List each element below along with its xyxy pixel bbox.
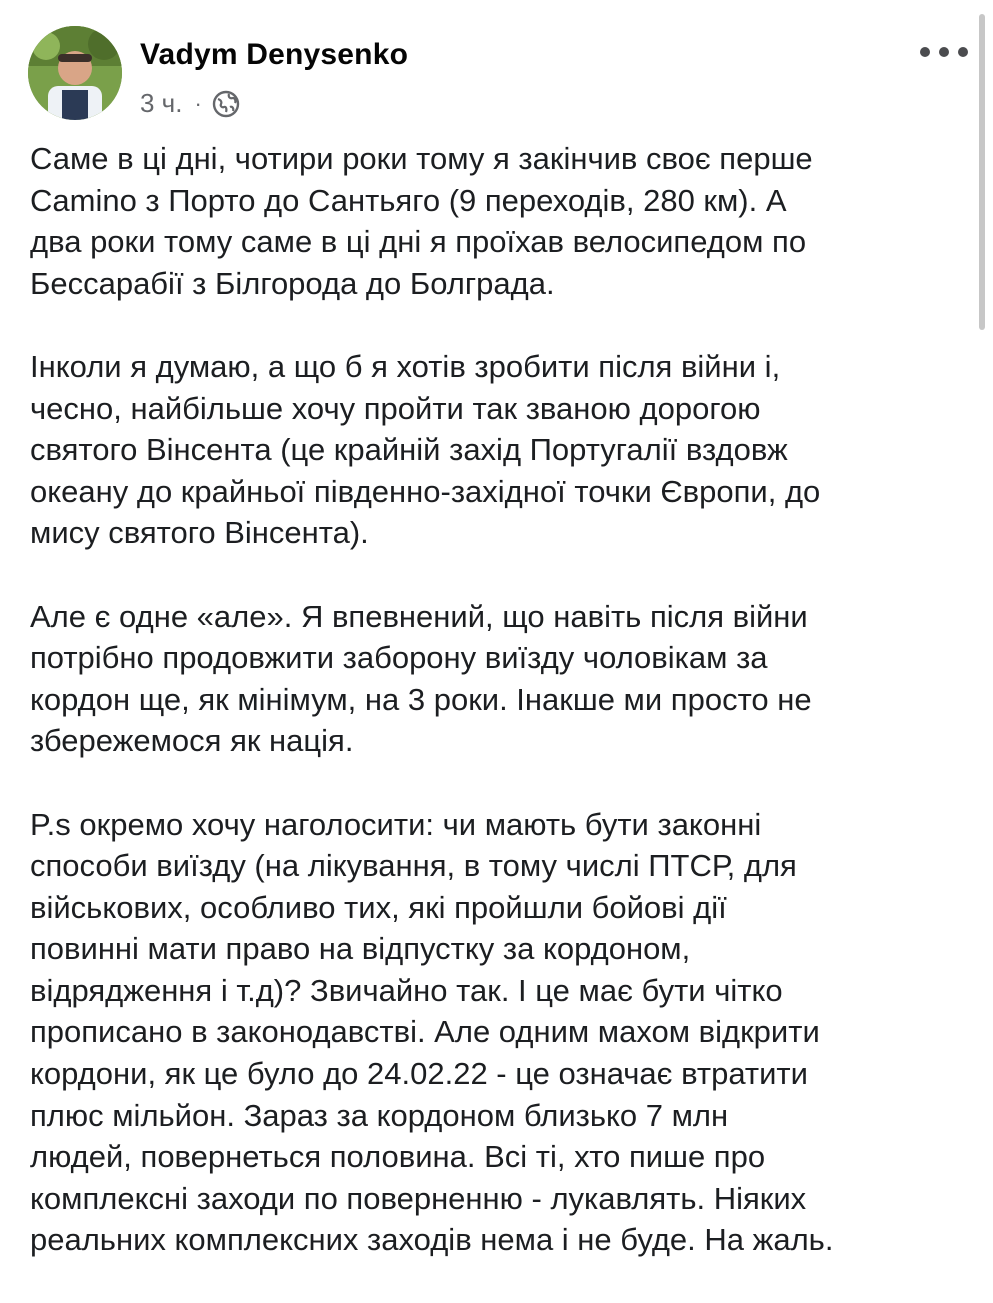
- text-line: кордон ще, як мінімум, на 3 роки. Інакше ми просто не: [30, 681, 812, 717]
- more-dot: [939, 47, 949, 57]
- post-text: [30, 138, 965, 1303]
- text-line: Інколи я думаю, а що б я хотів зробити після війни і,: [30, 348, 781, 384]
- text-line: P.s окремо хочу наголосити: чи мають бути законні: [30, 806, 762, 842]
- post-meta: [140, 88, 240, 119]
- text-line: військових, особливо тих, які пройшли бойові дії: [30, 889, 727, 925]
- text-line: потрібно продовжити заборону виїзду чоловікам за: [30, 640, 768, 676]
- text-line: Camino з Порто до Сантьяго (9 переходів, 280 км). А: [30, 182, 787, 218]
- post-paragraph: [30, 346, 965, 554]
- post-header: [28, 26, 968, 126]
- text-line: способи виїзду (на лікування, в тому числі ПТСР, для: [30, 848, 797, 884]
- text-line: збережемося як нація.: [30, 723, 354, 759]
- text-line: плюс мільйон. Зараз за кордоном близько 7 млн: [30, 1097, 729, 1133]
- text-line: святого Вінсента (це крайній захід Португалії вздовж: [30, 432, 788, 468]
- meta-separator: ·: [194, 90, 202, 116]
- post-timestamp[interactable]: 3 ч.: [140, 88, 183, 118]
- text-line: мису святого Вінсента).: [30, 515, 369, 551]
- text-line: людей, повернеться половина. Всі ті, хто пише про: [30, 1139, 766, 1175]
- post-paragraph: [30, 804, 965, 1262]
- post-paragraph: [30, 596, 965, 762]
- more-dot: [958, 47, 968, 57]
- text-line: два роки тому саме в ці дні я проїхав велосипедом по: [30, 224, 807, 260]
- text-line: повинні мати право на відпустку за кордоном,: [30, 931, 691, 967]
- author-avatar[interactable]: [28, 26, 122, 120]
- text-line: океану до крайньої південно-західної точки Європи, до: [30, 473, 821, 509]
- text-line: чесно, найбільше хочу пройти так званою дорогою: [30, 390, 761, 426]
- scrollbar-thumb[interactable]: [979, 14, 985, 330]
- globe-icon[interactable]: [212, 90, 240, 118]
- author-name[interactable]: Vadym Denysenko: [140, 38, 409, 71]
- more-options-icon[interactable]: [920, 40, 968, 64]
- text-line: відрядження і т.д)? Звичайно так. І це має бути чітко: [30, 972, 783, 1008]
- text-line: Але є одне «але». Я впевнений, що навіть після війни: [30, 598, 808, 634]
- text-line: Бессарабії з Білгорода до Болграда.: [30, 265, 555, 301]
- text-line: Саме в ці дні, чотири роки тому я закінчив своє перше: [30, 141, 813, 176]
- post-paragraph: [30, 138, 965, 304]
- more-dot: [920, 47, 930, 57]
- text-line: реальних комплексних заходів нема і не буде. На жаль.: [30, 1222, 834, 1258]
- text-line: кордони, як це було до 24.02.22 - це означає втратити: [30, 1056, 808, 1092]
- text-line: комплексні заходи по поверненню - лукавлять. Ніяких: [30, 1180, 807, 1216]
- text-line: прописано в законодавстві. Але одним махом відкрити: [30, 1014, 820, 1050]
